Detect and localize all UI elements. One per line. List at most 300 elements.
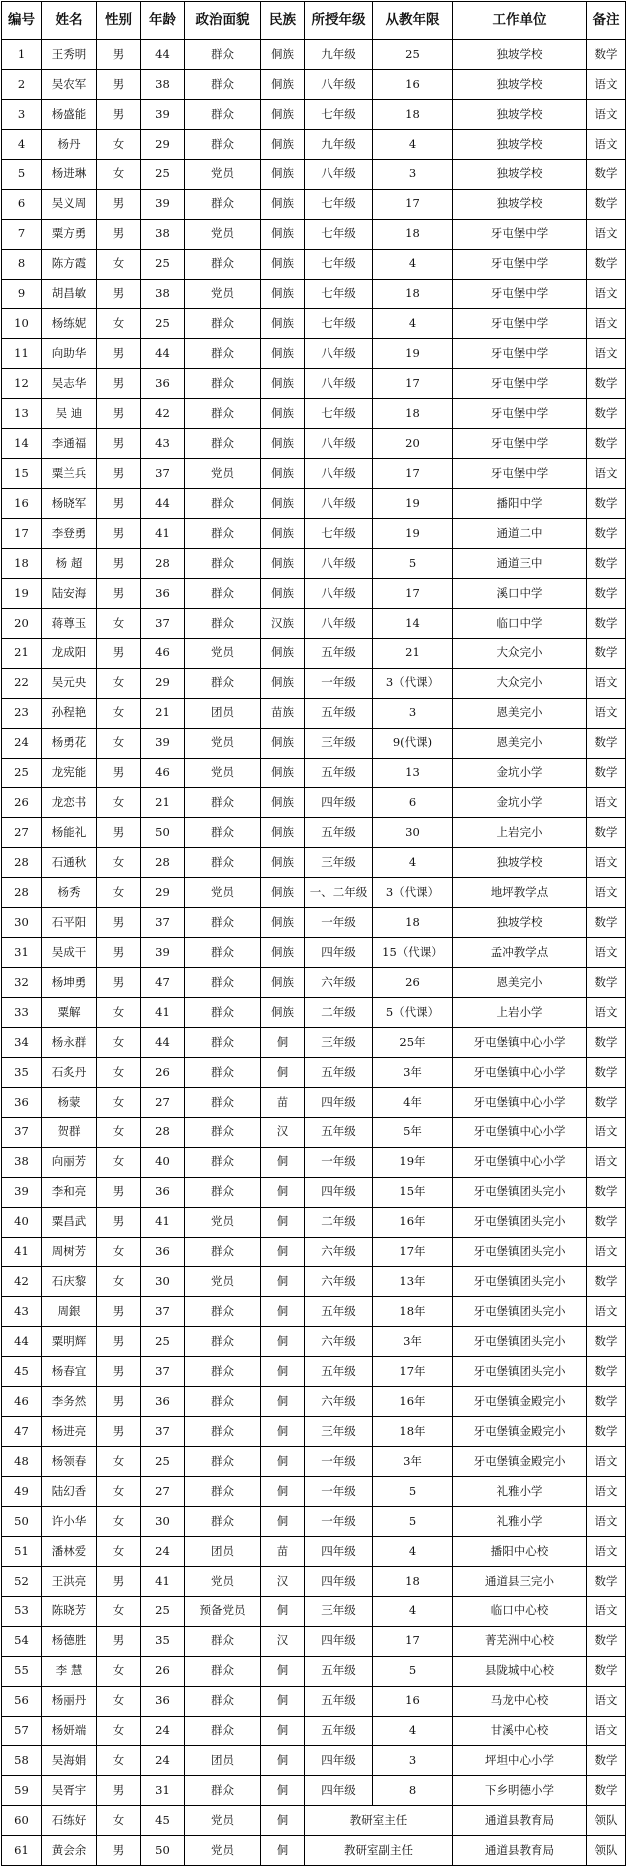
table-cell: 孟冲教学点 [453, 938, 587, 968]
table-cell: 男 [97, 1626, 141, 1656]
table-cell: 女 [97, 1686, 141, 1716]
table-body [2, 40, 626, 1866]
table-cell: 李通福 [42, 429, 97, 459]
table-cell: 女 [97, 788, 141, 818]
table-cell: 侗 [261, 1806, 305, 1836]
table-cell: 语文 [587, 878, 626, 908]
table-cell: 29 [141, 129, 185, 159]
table-cell: 五年级 [305, 638, 373, 668]
table-cell: 数学 [587, 1357, 626, 1387]
table-cell: 51 [2, 1536, 42, 1566]
table-cell: 群众 [185, 399, 261, 429]
table-cell: 17 [373, 459, 453, 489]
table-cell: 30 [373, 818, 453, 848]
table-cell: 五年级 [305, 1057, 373, 1087]
table-cell: 3（代课） [373, 668, 453, 698]
table-cell: 侗 [261, 1836, 305, 1866]
table-cell: 56 [2, 1686, 42, 1716]
table-cell: 25 [141, 249, 185, 279]
table-cell: 牙屯堡镇团头完小 [453, 1267, 587, 1297]
table-cell: 数学 [587, 728, 626, 758]
table-cell: 粟兰兵 [42, 459, 97, 489]
table-cell: 侗 [261, 1716, 305, 1746]
table-cell: 语文 [587, 1147, 626, 1177]
table-cell: 群众 [185, 578, 261, 608]
table-row [2, 309, 626, 339]
table-cell: 3 [373, 159, 453, 189]
table-cell: 群众 [185, 1177, 261, 1207]
table-row [2, 1177, 626, 1207]
table-cell: 男 [97, 1297, 141, 1327]
table-cell: 五年级 [305, 758, 373, 788]
table-cell: 群众 [185, 1626, 261, 1656]
table-cell: 牙屯堡中学 [453, 369, 587, 399]
table-cell: 10 [2, 309, 42, 339]
table-cell: 群众 [185, 189, 261, 219]
table-cell: 24 [141, 1746, 185, 1776]
table-cell: 37 [141, 908, 185, 938]
table-cell: 苗族 [261, 698, 305, 728]
table-cell: 16年 [373, 1387, 453, 1417]
table-cell: 八年级 [305, 429, 373, 459]
table-row [2, 399, 626, 429]
table-cell: 向助华 [42, 339, 97, 369]
table-cell: 粟昌武 [42, 1207, 97, 1237]
table-cell: 语文 [587, 848, 626, 878]
table-cell: 领队 [587, 1806, 626, 1836]
table-cell: 党员 [185, 728, 261, 758]
table-cell: 侗族 [261, 129, 305, 159]
table-cell: 男 [97, 1327, 141, 1357]
table-cell: 语文 [587, 1506, 626, 1536]
table-cell: 一年级 [305, 1447, 373, 1477]
table-cell: 大众完小 [453, 668, 587, 698]
table-row [2, 788, 626, 818]
table-cell: 牙屯堡镇金殿完小 [453, 1387, 587, 1417]
table-cell: 女 [97, 1027, 141, 1057]
table-cell: 女 [97, 1147, 141, 1177]
table-cell: 数学 [587, 189, 626, 219]
table-cell: 三年级 [305, 1596, 373, 1626]
table-cell: 15（代课） [373, 938, 453, 968]
table-cell: 独坡学校 [453, 848, 587, 878]
table-cell: 19 [373, 489, 453, 519]
table-cell: 29 [141, 668, 185, 698]
table-row [2, 429, 626, 459]
table-cell: 50 [141, 1836, 185, 1866]
table-cell: 46 [141, 638, 185, 668]
table-cell: 独坡学校 [453, 69, 587, 99]
table-cell: 33 [2, 998, 42, 1028]
table-cell: 1 [2, 40, 42, 70]
table-cell: 溪口中学 [453, 578, 587, 608]
table-cell: 侗 [261, 1357, 305, 1387]
table-cell: 男 [97, 638, 141, 668]
table-cell: 蒋尊玉 [42, 608, 97, 638]
table-cell: 37 [141, 459, 185, 489]
table-row [2, 1417, 626, 1447]
table-cell: 独坡学校 [453, 189, 587, 219]
table-cell: 女 [97, 848, 141, 878]
table-row [2, 489, 626, 519]
table-cell: 13年 [373, 1267, 453, 1297]
table-cell: 一、二年级 [305, 878, 373, 908]
table-row [2, 758, 626, 788]
table-cell: 数学 [587, 249, 626, 279]
table-cell: 侗族 [261, 519, 305, 549]
table-cell: 28 [141, 848, 185, 878]
table-cell: 侗 [261, 1147, 305, 1177]
table-cell: 党员 [185, 878, 261, 908]
table-cell: 19 [373, 519, 453, 549]
table-cell: 语文 [587, 1297, 626, 1327]
table-cell: 语文 [587, 938, 626, 968]
table-cell: 杨丽丹 [42, 1686, 97, 1716]
table-cell: 语文 [587, 788, 626, 818]
table-cell: 16 [373, 69, 453, 99]
table-cell: 侗族 [261, 249, 305, 279]
table-cell: 4 [373, 848, 453, 878]
table-cell: 4年 [373, 1087, 453, 1117]
table-cell: 一年级 [305, 668, 373, 698]
table-cell: 八年级 [305, 459, 373, 489]
table-row [2, 279, 626, 309]
table-row [2, 1626, 626, 1656]
header-row [2, 2, 626, 40]
table-cell: 21 [141, 698, 185, 728]
table-cell: 36 [141, 369, 185, 399]
table-cell: 数学 [587, 519, 626, 549]
table-cell: 龙恋书 [42, 788, 97, 818]
table-cell: 30 [141, 1506, 185, 1536]
table-cell: 16年 [373, 1207, 453, 1237]
table-row [2, 1596, 626, 1626]
table-cell: 陆安海 [42, 578, 97, 608]
table-cell: 党员 [185, 1267, 261, 1297]
table-cell: 4 [373, 129, 453, 159]
table-row [2, 219, 626, 249]
table-cell: 牙屯堡镇中心小学 [453, 1117, 587, 1147]
table-row [2, 249, 626, 279]
table-cell: 女 [97, 1237, 141, 1267]
table-cell: 恩美完小 [453, 698, 587, 728]
table-cell: 七年级 [305, 99, 373, 129]
table-cell: 男 [97, 1387, 141, 1417]
table-row [2, 698, 626, 728]
table-cell: 苗 [261, 1536, 305, 1566]
table-row [2, 159, 626, 189]
table-cell: 52 [2, 1566, 42, 1596]
table-row [2, 1746, 626, 1776]
table-cell: 男 [97, 189, 141, 219]
table-cell: 57 [2, 1716, 42, 1746]
table-cell: 通道二中 [453, 519, 587, 549]
table-cell: 9 [2, 279, 42, 309]
table-cell: 牙屯堡镇团头完小 [453, 1207, 587, 1237]
table-cell: 三年级 [305, 1027, 373, 1057]
table-cell: 2 [2, 69, 42, 99]
table-cell: 群众 [185, 489, 261, 519]
table-cell: 五年级 [305, 818, 373, 848]
table-cell: 杨永群 [42, 1027, 97, 1057]
table-cell: 女 [97, 1806, 141, 1836]
table-row [2, 1776, 626, 1806]
table-cell: 59 [2, 1776, 42, 1806]
table-cell: 牙屯堡镇金殿完小 [453, 1447, 587, 1477]
table-cell: 女 [97, 1506, 141, 1536]
table-cell: 粟解 [42, 998, 97, 1028]
table-cell: 35 [141, 1626, 185, 1656]
table-cell: 群众 [185, 99, 261, 129]
table-cell: 侗族 [261, 998, 305, 1028]
table-cell: 七年级 [305, 309, 373, 339]
table-cell: 党员 [185, 1836, 261, 1866]
table-cell: 数学 [587, 40, 626, 70]
table-cell: 女 [97, 249, 141, 279]
table-cell: 31 [2, 938, 42, 968]
table-cell: 侗 [261, 1177, 305, 1207]
table-cell: 50 [2, 1506, 42, 1536]
table-cell: 53 [2, 1596, 42, 1626]
table-cell: 汉 [261, 1117, 305, 1147]
table-cell: 牙屯堡镇金殿完小 [453, 1417, 587, 1447]
table-cell: 41 [141, 1207, 185, 1237]
table-cell: 16 [373, 1686, 453, 1716]
table-cell: 侗族 [261, 489, 305, 519]
table-cell: 44 [141, 489, 185, 519]
table-cell: 男 [97, 968, 141, 998]
table-cell: 三年级 [305, 1417, 373, 1447]
table-cell: 礼雅小学 [453, 1506, 587, 1536]
table-cell: 女 [97, 1117, 141, 1147]
table-cell: 王秀明 [42, 40, 97, 70]
table-cell: 牙屯堡中学 [453, 279, 587, 309]
table-cell: 40 [141, 1147, 185, 1177]
table-cell: 三年级 [305, 728, 373, 758]
table-cell: 杨秀 [42, 878, 97, 908]
table-cell: 男 [97, 1836, 141, 1866]
table-cell: 八年级 [305, 69, 373, 99]
table-cell: 群众 [185, 1087, 261, 1117]
table-cell: 3 [373, 698, 453, 728]
table-cell: 47 [2, 1417, 42, 1447]
table-cell: 女 [97, 608, 141, 638]
table-cell: 男 [97, 40, 141, 70]
table-cell: 七年级 [305, 519, 373, 549]
table-cell: 女 [97, 159, 141, 189]
table-cell: 吴海娟 [42, 1746, 97, 1776]
table-cell: 侗 [261, 1237, 305, 1267]
table-cell: 6 [373, 788, 453, 818]
table-cell: 男 [97, 938, 141, 968]
table-cell: 4 [373, 1596, 453, 1626]
table-cell: 数学 [587, 1387, 626, 1417]
table-cell: 26 [141, 1057, 185, 1087]
table-cell: 五年级 [305, 1297, 373, 1327]
table-cell: 群众 [185, 788, 261, 818]
table-cell: 20 [373, 429, 453, 459]
table-row [2, 129, 626, 159]
header-cell: 编号 [2, 2, 42, 40]
table-cell: 金坑小学 [453, 788, 587, 818]
table-cell: 48 [2, 1447, 42, 1477]
table-cell: 36 [141, 578, 185, 608]
table-cell: 杨能礼 [42, 818, 97, 848]
table-cell: 侗族 [261, 279, 305, 309]
table-cell: 县陇城中心校 [453, 1656, 587, 1686]
table-cell: 独坡学校 [453, 908, 587, 938]
table-row [2, 1686, 626, 1716]
table-cell: 党员 [185, 459, 261, 489]
table-row [2, 1656, 626, 1686]
table-cell: 8 [2, 249, 42, 279]
table-cell: 周树芳 [42, 1237, 97, 1267]
table-cell: 44 [141, 1027, 185, 1057]
table-cell: 19年 [373, 1147, 453, 1177]
table-cell: 数学 [587, 1417, 626, 1447]
table-cell: 群众 [185, 1506, 261, 1536]
table-cell: 女 [97, 668, 141, 698]
table-cell: 牙屯堡中学 [453, 399, 587, 429]
table-cell: 61 [2, 1836, 42, 1866]
table-cell: 女 [97, 1746, 141, 1776]
table-cell: 49 [2, 1477, 42, 1507]
table-row [2, 1297, 626, 1327]
table-cell: 群众 [185, 40, 261, 70]
table-cell: 侗族 [261, 938, 305, 968]
table-cell: 七年级 [305, 219, 373, 249]
table-cell: 群众 [185, 1716, 261, 1746]
table-cell: 杨盛能 [42, 99, 97, 129]
table-cell: 群众 [185, 1237, 261, 1267]
table-cell: 杨丹 [42, 129, 97, 159]
table-cell: 一年级 [305, 1147, 373, 1177]
table-cell: 17 [373, 189, 453, 219]
table-cell: 四年级 [305, 1566, 373, 1596]
table-cell: 24 [141, 1716, 185, 1746]
table-cell: 杨进亮 [42, 1417, 97, 1447]
table-cell: 群众 [185, 339, 261, 369]
table-row [2, 189, 626, 219]
table-cell: 侗 [261, 1506, 305, 1536]
table-cell: 3 [373, 1746, 453, 1776]
table-cell: 数学 [587, 1327, 626, 1357]
table-cell: 7 [2, 219, 42, 249]
table-cell: 女 [97, 1447, 141, 1477]
table-cell: 语文 [587, 698, 626, 728]
teacher-roster [1, 1, 626, 1866]
table-cell: 5（代课） [373, 998, 453, 1028]
table-cell: 17 [373, 369, 453, 399]
table-cell: 党员 [185, 219, 261, 249]
table-cell: 群众 [185, 998, 261, 1028]
table-cell: 39 [141, 938, 185, 968]
table-cell: 24 [141, 1536, 185, 1566]
table-cell: 侗族 [261, 968, 305, 998]
header-cell: 民族 [261, 2, 305, 40]
table-cell: 男 [97, 1417, 141, 1447]
table-cell: 八年级 [305, 339, 373, 369]
table-row [2, 69, 626, 99]
table-cell: 语文 [587, 279, 626, 309]
header-cell: 从教年限 [373, 2, 453, 40]
table-cell: 侗 [261, 1656, 305, 1686]
table-cell: 杨春宜 [42, 1357, 97, 1387]
table-cell: 语文 [587, 219, 626, 249]
table-cell: 侗族 [261, 818, 305, 848]
table-cell: 14 [373, 608, 453, 638]
table-cell: 二年级 [305, 1207, 373, 1237]
table-cell: 数学 [587, 1746, 626, 1776]
table-cell: 4 [2, 129, 42, 159]
header-cell: 政治面貌 [185, 2, 261, 40]
table-cell: 女 [97, 1087, 141, 1117]
table-cell: 18年 [373, 1417, 453, 1447]
table-cell: 群众 [185, 1327, 261, 1357]
table-cell: 群众 [185, 429, 261, 459]
table-cell: 牙屯堡镇中心小学 [453, 1087, 587, 1117]
table-cell: 语文 [587, 1686, 626, 1716]
table-cell: 男 [97, 519, 141, 549]
table-cell: 43 [141, 429, 185, 459]
table-cell: 数学 [587, 1057, 626, 1087]
table-cell: 群众 [185, 1057, 261, 1087]
table-cell: 侗族 [261, 429, 305, 459]
table-cell: 3年 [373, 1327, 453, 1357]
table-cell: 汉 [261, 1626, 305, 1656]
table-cell: 侗 [261, 1267, 305, 1297]
table-cell: 32 [2, 968, 42, 998]
header-cell: 所授年级 [305, 2, 373, 40]
table-cell: 46 [2, 1387, 42, 1417]
table-cell: 数学 [587, 548, 626, 578]
table-cell: 六年级 [305, 1237, 373, 1267]
table-cell: 42 [2, 1267, 42, 1297]
table-cell: 47 [141, 968, 185, 998]
table-row [2, 339, 626, 369]
table-cell: 数学 [587, 369, 626, 399]
table-cell: 侗族 [261, 459, 305, 489]
table-cell: 侗 [261, 1057, 305, 1087]
table-cell: 38 [141, 219, 185, 249]
table-cell: 语文 [587, 668, 626, 698]
table-cell: 六年级 [305, 968, 373, 998]
table-cell: 九年级 [305, 129, 373, 159]
table-cell: 石炙丹 [42, 1057, 97, 1087]
table-cell: 侗 [261, 1447, 305, 1477]
table-row [2, 968, 626, 998]
table-cell: 男 [97, 459, 141, 489]
table-cell: 38 [141, 279, 185, 309]
table-cell: 侗族 [261, 369, 305, 399]
table-cell: 28 [141, 548, 185, 578]
table-cell: 36 [141, 1387, 185, 1417]
table-cell: 团员 [185, 698, 261, 728]
table-cell: 5年 [373, 1117, 453, 1147]
table-cell: 独坡学校 [453, 159, 587, 189]
table-cell: 29 [141, 878, 185, 908]
table-cell: 杨进琳 [42, 159, 97, 189]
table-cell: 25 [141, 1596, 185, 1626]
table-row [2, 1716, 626, 1746]
table-cell: 44 [2, 1327, 42, 1357]
table-cell: 吴农军 [42, 69, 97, 99]
table-cell: 18 [373, 99, 453, 129]
table-cell: 侗族 [261, 728, 305, 758]
table-cell: 龙成阳 [42, 638, 97, 668]
table-cell: 群众 [185, 1776, 261, 1806]
table-cell: 团员 [185, 1746, 261, 1776]
